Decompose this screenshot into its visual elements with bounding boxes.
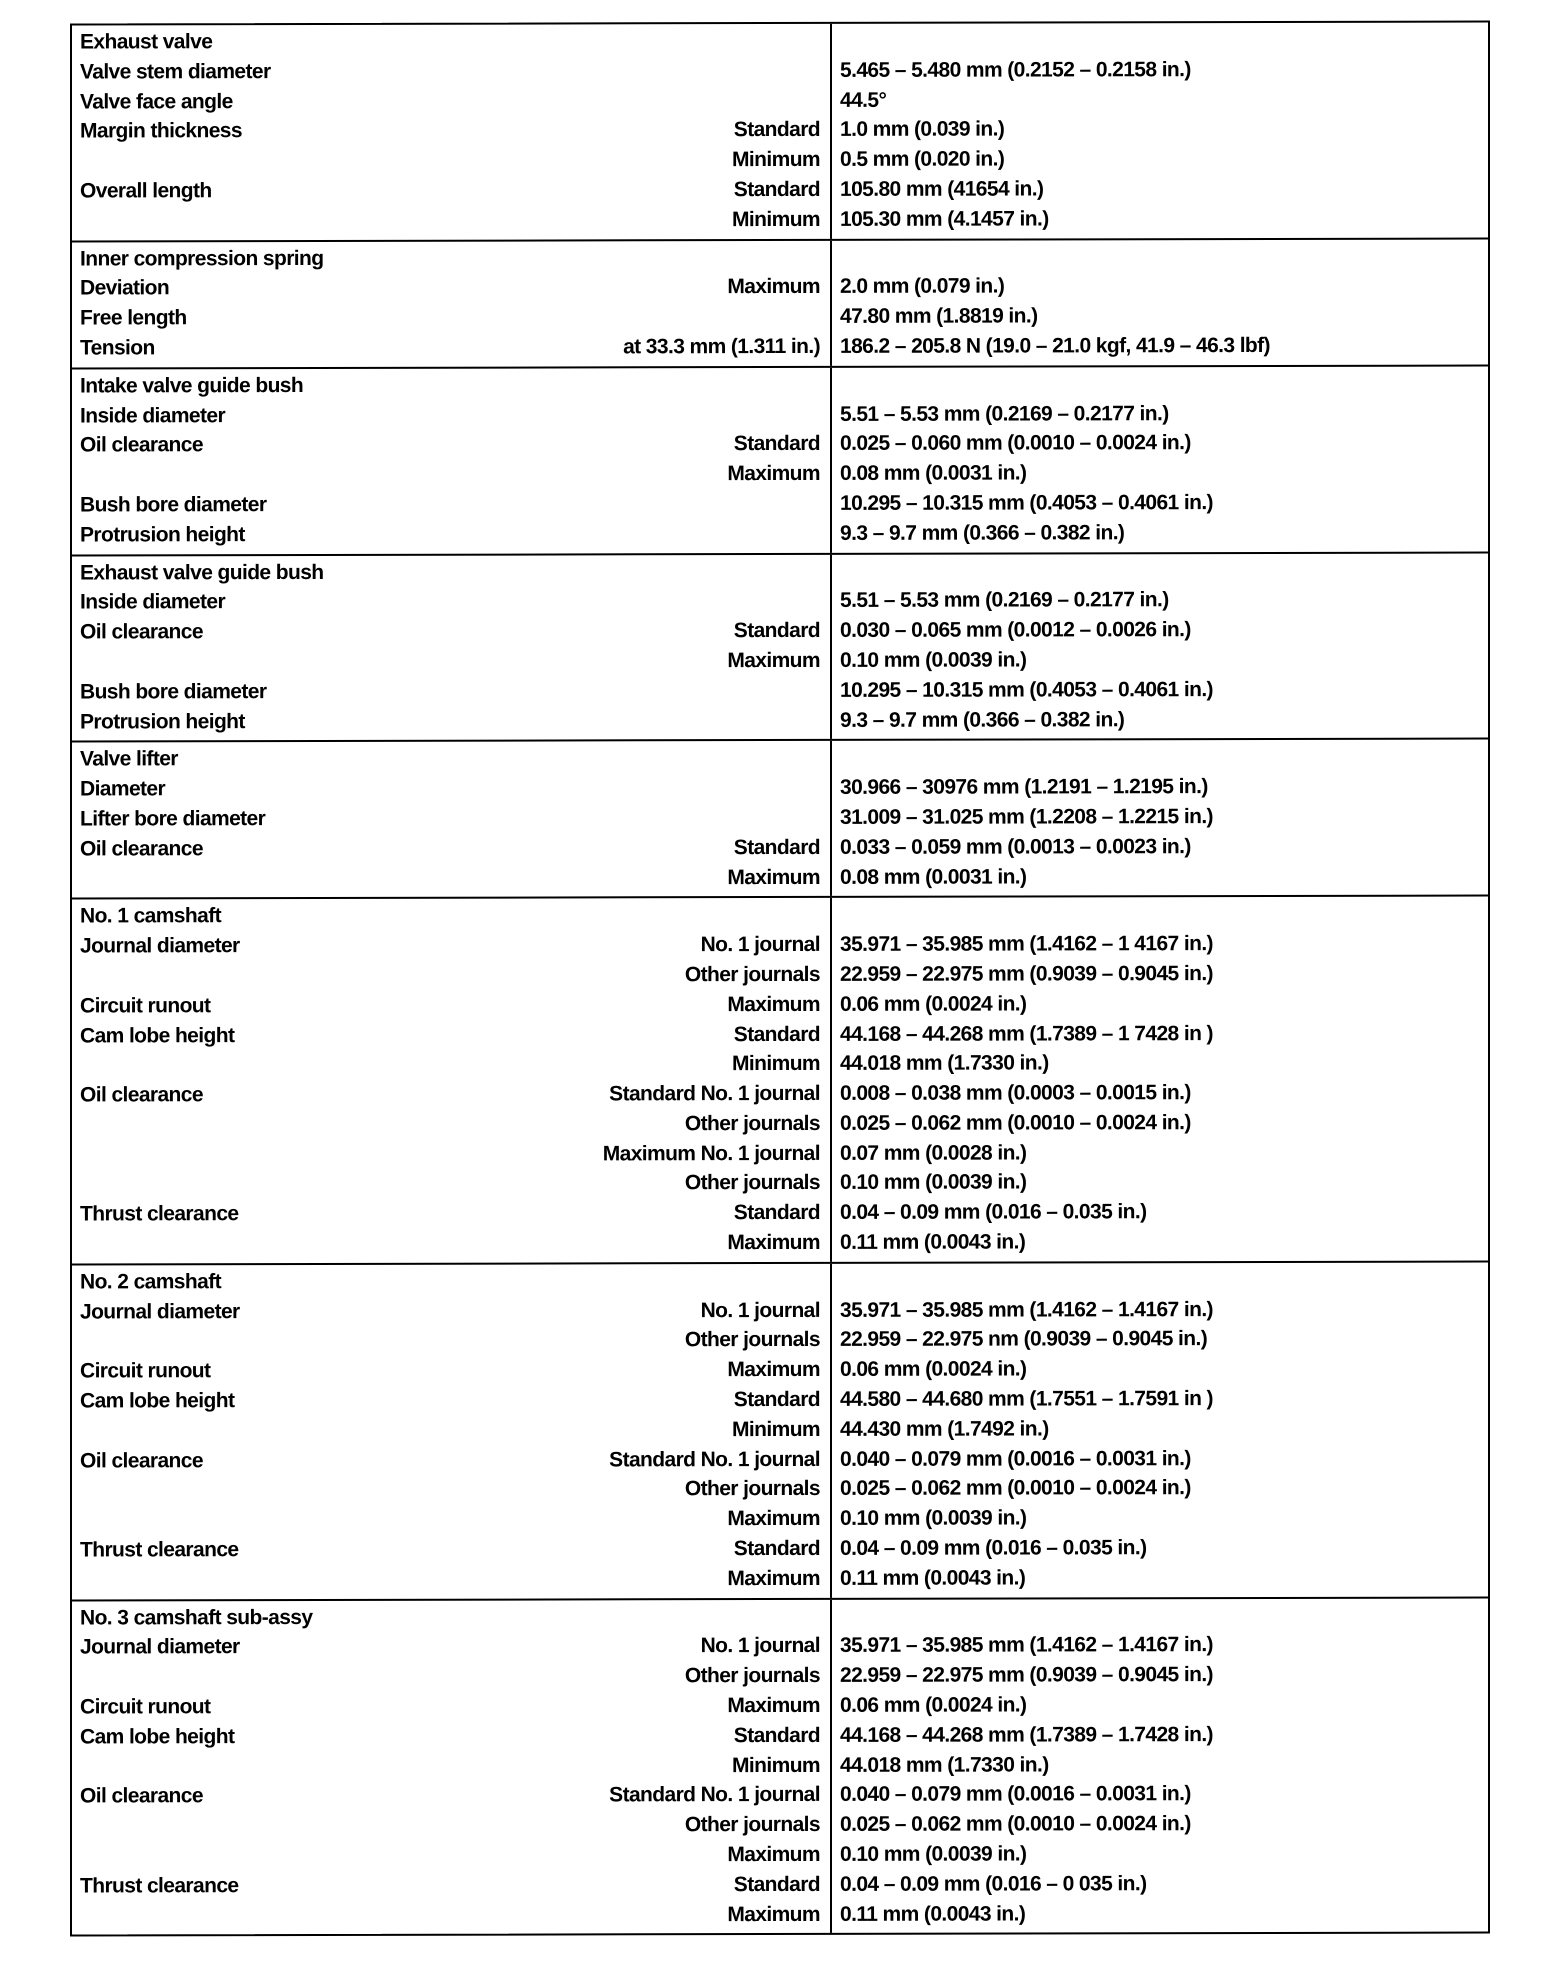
spec-value-row	[840, 674, 1480, 705]
spec-value-row	[840, 1660, 1480, 1691]
spec-qualifier: Other journals	[684, 1171, 820, 1195]
spec-value-row	[840, 271, 1480, 302]
spec-qualifier: Other journals	[684, 1328, 820, 1352]
spec-value: 5.465 – 5.480 mm (0.2152 – 0.2158 in.)	[840, 57, 1191, 82]
spec-label-row	[80, 1691, 820, 1722]
spec-value-row	[840, 1533, 1480, 1564]
spec-label-row	[80, 175, 820, 206]
spec-value-column	[832, 1262, 1488, 1597]
spec-value: 35.971 – 35.985 mm (1.4162 – 1.4167 in.)	[840, 1297, 1213, 1322]
spec-value: 9.3 – 9.7 mm (0.366 – 0.382 in.)	[840, 521, 1125, 545]
spec-value: 31.009 – 31.025 mm (1.2208 – 1.2215 in.)	[840, 805, 1213, 829]
spec-value-row	[840, 1600, 1480, 1631]
spec-qualifier: Other journals	[684, 962, 820, 987]
spec-value: 9.3 – 9.7 mm (0.366 – 0.382 in.)	[840, 707, 1125, 732]
spec-value-row	[840, 1719, 1480, 1750]
spec-value: 10.295 – 10.315 mm (0.4053 – 0.4061 in.)	[840, 491, 1213, 515]
spec-value-row	[840, 458, 1480, 489]
spec-value: 0.10 mm (0.0039 in.)	[840, 1842, 1027, 1866]
spec-value: 10.295 – 10.315 mm (0.4053 – 0.4061 in.)	[840, 677, 1213, 702]
spec-value: 44.168 – 44.268 mm (1.7389 – 1 7428 in )	[840, 1021, 1213, 1046]
spec-value: 44.018 mm (1.7330 in.)	[840, 1051, 1049, 1076]
spec-label: Circuit runout	[80, 1359, 211, 1383]
spec-label-row	[80, 1780, 820, 1811]
spec-label-row	[80, 489, 820, 520]
spec-value-row	[840, 398, 1480, 429]
spec-qualifier: Minimum	[732, 1052, 820, 1076]
spec-value: 44.430 mm (1.7492 in.)	[840, 1417, 1049, 1441]
spec-label: Diameter	[80, 777, 166, 801]
spec-value-row	[840, 1294, 1480, 1325]
spec-label-row	[80, 1228, 820, 1259]
spec-value: 22.959 – 22.975 mm (0.9039 – 0.9045 in.)	[840, 961, 1213, 986]
spec-label-row	[80, 1840, 820, 1871]
section-title: No. 2 camshaft	[80, 1270, 221, 1294]
spec-label-row	[80, 115, 820, 146]
spec-value: 44.018 mm (1.7330 in.)	[840, 1753, 1049, 1777]
spec-label: Thrust clearance	[80, 1873, 239, 1898]
spec-value-row	[840, 1839, 1480, 1870]
spec-value-row	[840, 644, 1480, 675]
spec-label: Circuit runout	[80, 1695, 211, 1719]
spec-value: 0.10 mm (0.0039 in.)	[840, 648, 1027, 672]
spec-value-row	[840, 1264, 1480, 1295]
spec-value: 0.04 – 0.09 mm (0.016 – 0.035 in.)	[840, 1536, 1147, 1560]
spec-label-column	[72, 898, 832, 1263]
spec-value: 22.959 – 22.975 nm (0.9039 – 0.9045 in.)	[840, 1327, 1208, 1352]
spec-value: 0.07 mm (0.0028 in.)	[840, 1141, 1027, 1165]
spec-qualifier: Maximum	[727, 1230, 820, 1255]
spec-label: Oil clearance	[80, 1784, 203, 1808]
spec-label-row	[80, 370, 820, 401]
spec-value-row	[840, 988, 1480, 1019]
spec-value-row	[840, 1503, 1480, 1534]
spec-value-row	[840, 1048, 1480, 1079]
spec-label: Journal diameter	[80, 1635, 240, 1659]
spec-qualifier: Standard	[733, 1872, 820, 1896]
section-title: Exhaust valve guide bush	[80, 560, 324, 585]
spec-value: 44.5°	[840, 88, 887, 112]
spec-label-row	[80, 429, 820, 460]
spec-qualifier: Maximum	[727, 1507, 820, 1531]
spec-value-row	[840, 1749, 1480, 1780]
spec-label-row	[80, 1266, 820, 1297]
spec-value-row	[840, 958, 1480, 989]
spec-value-row	[840, 1898, 1480, 1929]
spec-value: 44.580 – 44.680 mm (1.7551 – 1.7591 in )	[840, 1387, 1213, 1411]
spec-label-row	[80, 56, 820, 87]
spec-label-row	[80, 1504, 820, 1535]
spec-qualifier: Standard	[733, 619, 820, 643]
spec-value-row	[840, 84, 1480, 115]
spec-label: Bush bore diameter	[80, 679, 267, 704]
spec-section	[72, 553, 1488, 743]
spec-value-row	[840, 1868, 1480, 1899]
spec-label-row	[80, 990, 820, 1021]
spec-label-column	[72, 1264, 832, 1599]
spec-value: 105.30 mm (4.1457 in.)	[840, 207, 1049, 231]
spec-label-row	[80, 332, 820, 363]
spec-value-row	[840, 1078, 1480, 1109]
spec-value: 0.033 – 0.059 mm (0.0013 – 0.0023 in.)	[840, 834, 1191, 859]
spec-value-row	[840, 1690, 1480, 1721]
spec-value-row	[840, 174, 1480, 205]
section-title: Exhaust valve	[80, 30, 213, 54]
spec-value-row	[840, 831, 1480, 862]
spec-label-row	[80, 1534, 820, 1565]
spec-qualifier: Standard	[733, 1022, 820, 1046]
spec-label-row	[80, 1385, 820, 1416]
spec-qualifier: Maximum	[727, 992, 820, 1016]
spec-label: Tension	[80, 336, 155, 360]
spec-qualifier: Standard	[733, 835, 820, 859]
spec-value-row	[840, 1562, 1480, 1593]
spec-value-row	[840, 301, 1480, 332]
spec-section	[72, 239, 1488, 369]
spec-value: 0.06 mm (0.0024 in.)	[840, 992, 1027, 1016]
spec-label-row	[80, 242, 820, 273]
spec-label-row	[80, 86, 820, 117]
spec-label-row	[80, 676, 820, 707]
spec-value-row	[840, 25, 1480, 56]
spec-value-row	[840, 1324, 1480, 1355]
spec-value-row	[840, 1413, 1480, 1444]
spec-value-row	[840, 801, 1480, 832]
spec-label-row	[80, 743, 820, 774]
spec-value: 2.0 mm (0.079 in.)	[840, 274, 1005, 299]
spec-value-row	[840, 899, 1480, 930]
spec-value-row	[840, 1630, 1480, 1661]
spec-value: 0.11 mm (0.0043 in.)	[840, 1566, 1026, 1590]
spec-value: 35.971 – 35.985 mm (1.4162 – 1.4167 in.)	[840, 1633, 1213, 1658]
spec-value-row	[840, 1354, 1480, 1385]
spec-qualifier: Minimum	[732, 1417, 820, 1441]
spec-value-row	[840, 861, 1480, 892]
spec-label: Cam lobe height	[80, 1023, 235, 1047]
spec-value-row	[840, 1018, 1480, 1049]
spec-label-column	[72, 1600, 832, 1935]
spec-label-row	[80, 960, 820, 991]
spec-section	[72, 1262, 1488, 1601]
spec-label-column	[72, 741, 832, 898]
spec-qualifier: Minimum	[732, 148, 820, 172]
spec-value-row	[840, 585, 1480, 616]
spec-label-row	[80, 646, 820, 677]
spec-label-row	[80, 1631, 820, 1662]
spec-value-row	[840, 615, 1480, 646]
spec-value: 22.959 – 22.975 mm (0.9039 – 0.9045 in.)	[840, 1663, 1213, 1688]
spec-value: 30.966 – 30976 mm (1.2191 – 1.2195 in.)	[840, 775, 1208, 799]
spec-label-row	[80, 1602, 820, 1633]
spec-label-row	[80, 1751, 820, 1782]
spec-label: Circuit runout	[80, 993, 211, 1018]
spec-section	[72, 740, 1488, 900]
spec-qualifier: Other journals	[684, 1664, 820, 1688]
spec-qualifier: Standard	[733, 1387, 820, 1412]
spec-value: 0.11 mm (0.0043 in.)	[840, 1902, 1026, 1926]
spec-qualifier: No. 1 journal	[700, 933, 820, 957]
spec-label-row	[80, 26, 820, 57]
spec-label-row	[80, 1564, 820, 1595]
spec-value-row	[840, 1809, 1480, 1840]
spec-value-row	[840, 54, 1480, 85]
section-title: No. 1 camshaft	[80, 904, 221, 928]
spec-value: 186.2 – 205.8 N (19.0 – 21.0 kgf, 41.9 – 46.3 lbf)	[840, 333, 1270, 358]
spec-label-row	[80, 1355, 820, 1386]
spec-value: 0.04 – 0.09 mm (0.016 – 0.035 in.)	[840, 1200, 1147, 1225]
spec-qualifier: Maximum	[727, 1566, 820, 1590]
spec-value: 0.025 – 0.062 mm (0.0010 – 0.0024 in.)	[840, 1111, 1191, 1135]
spec-qualifier: Standard	[733, 118, 820, 142]
spec-label: Thrust clearance	[80, 1202, 239, 1226]
spec-label-row	[80, 302, 820, 333]
spec-qualifier: at 33.3 mm (1.311 in.)	[623, 334, 820, 359]
spec-value-row	[840, 1167, 1480, 1198]
spec-label-row	[80, 1474, 820, 1505]
spec-value: 44.168 – 44.268 mm (1.7389 – 1.7428 in.)	[840, 1722, 1213, 1747]
spec-value: 5.51 – 5.53 mm (0.2169 – 0.2177 in.)	[840, 401, 1169, 426]
spec-label-row	[80, 399, 820, 430]
spec-value: 0.04 – 0.09 mm (0.016 – 0 035 in.)	[840, 1872, 1147, 1896]
spec-qualifier: Maximum	[727, 648, 820, 673]
spec-qualifier: Maximum	[727, 1842, 820, 1867]
spec-label: Inside diameter	[80, 590, 226, 614]
spec-value: 0.5 mm (0.020 in.)	[840, 147, 1005, 172]
spec-label-row	[80, 1109, 820, 1140]
spec-qualifier: Minimum	[732, 1753, 820, 1777]
spec-value: 0.040 – 0.079 mm (0.0016 – 0.0031 in.)	[840, 1446, 1191, 1471]
spec-label-row	[80, 1661, 820, 1692]
spec-qualifier: Maximum	[727, 1358, 820, 1382]
spec-qualifier: Standard No. 1 journal	[609, 1447, 820, 1472]
spec-label-column	[72, 368, 832, 554]
spec-value-row	[840, 1107, 1480, 1138]
spec-qualifier: No. 1 journal	[700, 1634, 820, 1658]
spec-label-row	[80, 1168, 820, 1199]
spec-qualifier: Maximum	[727, 865, 820, 889]
spec-label: Deviation	[80, 276, 170, 300]
spec-label: Thrust clearance	[80, 1538, 239, 1562]
spec-label-row	[80, 1139, 820, 1170]
spec-label: Valve face angle	[80, 89, 233, 114]
section-title: Intake valve guide bush	[80, 373, 304, 398]
spec-value-row	[840, 428, 1480, 459]
spec-value-row	[840, 1779, 1480, 1810]
spec-label-row	[80, 833, 820, 864]
spec-value: 0.030 – 0.065 mm (0.0012 – 0.0026 in.)	[840, 618, 1191, 643]
spec-qualifier: Standard	[733, 1201, 820, 1225]
spec-label-row	[80, 616, 820, 647]
spec-value: 0.11 mm (0.0043 in.)	[840, 1230, 1026, 1254]
section-title: Inner compression spring	[80, 246, 324, 271]
spec-qualifier: Standard	[733, 177, 820, 202]
spec-qualifier: Other journals	[684, 1813, 820, 1837]
spec-label-row	[80, 1296, 820, 1327]
spec-label: Margin thickness	[80, 119, 242, 143]
spec-value: 35.971 – 35.985 mm (1.4162 – 1 4167 in.)	[840, 932, 1213, 956]
spec-label-row	[80, 930, 820, 961]
spec-value: 0.10 mm (0.0039 in.)	[840, 1170, 1027, 1195]
spec-label: Oil clearance	[80, 620, 203, 644]
spec-value-row	[840, 555, 1480, 586]
spec-label-row	[80, 1445, 820, 1476]
spec-value-row	[840, 1137, 1480, 1168]
spec-qualifier: Maximum No. 1 journal	[602, 1141, 820, 1166]
spec-value-row	[840, 929, 1480, 960]
spec-value: 0.08 mm (0.0031 in.)	[840, 461, 1027, 486]
spec-label-row	[80, 1079, 820, 1110]
spec-label-row	[80, 773, 820, 804]
spec-qualifier: Standard	[733, 1723, 820, 1747]
spec-section	[72, 23, 1488, 243]
spec-value-row	[840, 487, 1480, 518]
spec-value-row	[840, 203, 1480, 234]
spec-label-row	[80, 1810, 820, 1841]
section-title: Valve lifter	[80, 747, 178, 771]
spec-label-row	[80, 459, 820, 490]
section-title: No. 3 camshaft sub-assy	[80, 1605, 313, 1630]
spec-value-column	[832, 239, 1488, 366]
spec-label-row	[80, 1325, 820, 1356]
spec-qualifier: Standard	[733, 1536, 820, 1561]
spec-value-column	[832, 366, 1488, 552]
spec-qualifier: Standard	[733, 432, 820, 456]
spec-label-row	[80, 803, 820, 834]
spec-value-row	[840, 1384, 1480, 1415]
spec-label: Cam lobe height	[80, 1389, 235, 1413]
spec-label: Overall length	[80, 179, 212, 203]
spec-qualifier: Other journals	[684, 1477, 820, 1501]
spec-section	[72, 366, 1488, 556]
spec-label-row	[80, 1198, 820, 1229]
spec-value: 0.008 – 0.038 mm (0.0003 – 0.0015 in.)	[840, 1081, 1191, 1105]
spec-qualifier: Maximum	[727, 1693, 820, 1718]
spec-qualifier: Other journals	[684, 1111, 820, 1136]
spec-value-row	[840, 114, 1480, 145]
spec-label-column	[72, 240, 832, 367]
spec-value-column	[832, 1598, 1488, 1933]
spec-value-column	[832, 553, 1488, 739]
spec-label-row	[80, 272, 820, 303]
spec-value: 5.51 – 5.53 mm (0.2169 – 0.2177 in.)	[840, 588, 1169, 613]
spec-label-row	[80, 1870, 820, 1901]
spec-section	[72, 1598, 1488, 1935]
spec-label: Cam lobe height	[80, 1724, 235, 1749]
spec-value: 0.06 mm (0.0024 in.)	[840, 1357, 1027, 1382]
spec-qualifier: Standard No. 1 journal	[609, 1783, 820, 1807]
spec-label-row	[80, 705, 820, 736]
spec-label-row	[80, 1049, 820, 1080]
spec-label-column	[72, 24, 832, 240]
spec-label: Oil clearance	[80, 433, 203, 457]
spec-label-row	[80, 1721, 820, 1752]
spec-value: 0.10 mm (0.0039 in.)	[840, 1506, 1027, 1531]
spec-label: Bush bore diameter	[80, 493, 267, 517]
spec-qualifier: Minimum	[732, 207, 820, 231]
spec-qualifier: No. 1 journal	[700, 1298, 820, 1322]
spec-value-column	[832, 897, 1488, 1262]
spec-label: Protrusion height	[80, 522, 245, 547]
spec-value-row	[840, 1197, 1480, 1228]
spec-label: Oil clearance	[80, 1448, 203, 1473]
spec-label: Free length	[80, 306, 187, 330]
spec-value: 0.025 – 0.060 mm (0.0010 – 0.0024 in.)	[840, 431, 1191, 456]
spec-value: 0.06 mm (0.0024 in.)	[840, 1693, 1027, 1717]
spec-value-row	[840, 241, 1480, 272]
spec-label: Oil clearance	[80, 836, 203, 861]
spec-label-row	[80, 519, 820, 550]
spec-value: 0.025 – 0.062 mm (0.0010 – 0.0024 in.)	[840, 1812, 1191, 1837]
spec-value-column	[832, 23, 1488, 239]
spec-label-row	[80, 1900, 820, 1931]
spec-label: Valve stem diameter	[80, 59, 271, 84]
spec-value-row	[840, 144, 1480, 175]
spec-qualifier: Maximum	[727, 1902, 820, 1926]
spec-qualifier: Standard No. 1 journal	[609, 1082, 820, 1106]
spec-label: Journal diameter	[80, 934, 240, 958]
spec-value-row	[840, 331, 1480, 362]
spec-label: Oil clearance	[80, 1083, 203, 1107]
spec-value-row	[840, 1443, 1480, 1474]
spec-value: 105.80 mm (41654 in.)	[840, 177, 1044, 201]
spec-label-row	[80, 205, 820, 236]
spec-label-row	[80, 1019, 820, 1050]
spec-value-row	[840, 742, 1480, 773]
spec-label-row	[80, 1415, 820, 1446]
spec-value-row	[840, 1227, 1480, 1258]
spec-label-row	[80, 556, 820, 587]
spec-label-row	[80, 586, 820, 617]
spec-value: 1.0 mm (0.039 in.)	[840, 117, 1005, 142]
spec-label-column	[72, 554, 832, 740]
spec-label-row	[80, 145, 820, 176]
spec-table	[70, 21, 1490, 1937]
spec-label-row	[80, 862, 820, 893]
spec-label: Lifter bore diameter	[80, 807, 266, 831]
spec-qualifier: Maximum	[727, 462, 820, 486]
spec-value-row	[840, 368, 1480, 399]
spec-label: Journal diameter	[80, 1299, 240, 1324]
spec-qualifier: Maximum	[727, 275, 820, 299]
spec-value-row	[840, 1473, 1480, 1504]
spec-label-row	[80, 900, 820, 931]
spec-label: Protrusion height	[80, 709, 245, 733]
spec-value-row	[840, 517, 1480, 548]
spec-value: 0.040 – 0.079 mm (0.0016 – 0.0031 in.)	[840, 1782, 1191, 1807]
spec-section	[72, 897, 1488, 1266]
spec-value-column	[832, 740, 1488, 896]
spec-label: Inside diameter	[80, 403, 226, 428]
spec-value: 47.80 mm (1.8819 in.)	[840, 304, 1038, 329]
spec-value: 0.025 – 0.062 mm (0.0010 – 0.0024 in.)	[840, 1476, 1191, 1501]
spec-value-row	[840, 772, 1480, 803]
spec-value: 0.08 mm (0.0031 in.)	[840, 864, 1027, 889]
spec-value-row	[840, 704, 1480, 735]
